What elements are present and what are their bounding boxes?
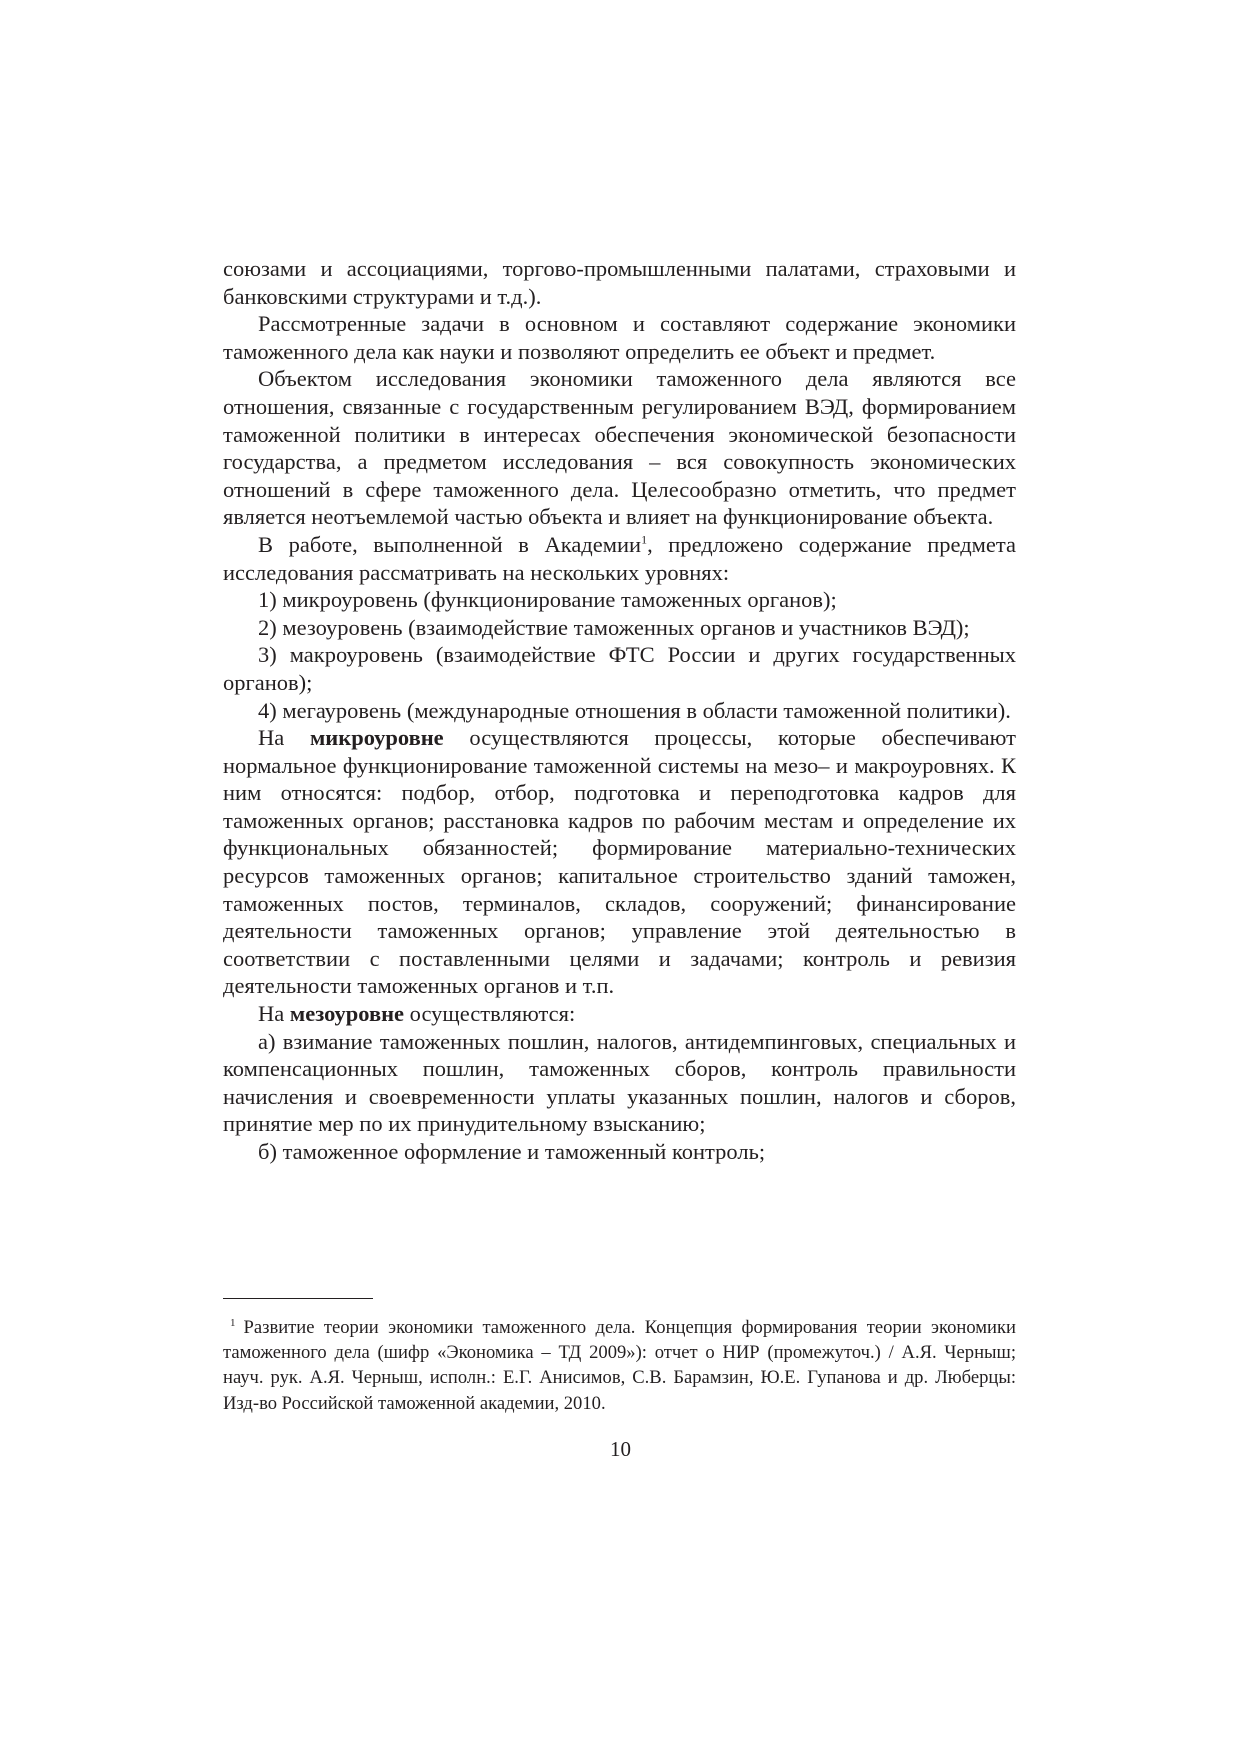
footnote-text: Развитие теории экономики таможенного дела. Концепция формирования теории экономики таможенного дела (шифр «Экономика – ТД 2009»): отчет о НИР (промежуточ.) / А.Я. Черныш; науч. рук. А.Я. Черныш, исполн.: Е.Г. Анисимов, С.В. Барамзин, Ю.Е. Гупанова и др. Люберцы: Изд-во Российской таможенной академии, 2010.: [223, 1317, 1016, 1414]
academy-work-text-after: , предложено содержание предмета исследования рассматривать на нескольких уровнях:: [223, 531, 1016, 585]
paragraph-continuation: союзами и ассоциациями, торгово-промышленными палатами, страховыми и банковскими структурами и т.д.).: [223, 256, 1016, 309]
paragraph-tasks: Рассмотренные задачи в основном и составляют содержание экономики таможенного дела как науки и позволяют определить ее объект и предмет.: [223, 311, 1016, 364]
paragraph-micro-level: [223, 724, 1016, 1000]
academy-work-text-before: В работе, выполненной в Академии: [258, 531, 642, 557]
footnote-reference[interactable]: 1: [641, 532, 648, 547]
meso-item-b: б) таможенное оформление и таможенный контроль;: [258, 1139, 766, 1164]
footnote-mark: 1: [230, 1316, 236, 1329]
micro-level-term: микроуровне: [309, 725, 444, 751]
paragraph-meso-level: [223, 1000, 1016, 1028]
footnote: [223, 1315, 1016, 1416]
meso-level-text: осуществляются:: [404, 1001, 576, 1027]
meso-item-a: а) взимание таможенных пошлин, налогов, антидемпинговых, специальных и компенсационных пошлин, таможенных сборов, контроль правильности начисления и своевременности уплаты указанных пошлин, налогов и сборов, принятие мер по их принудительному взысканию;: [223, 1028, 1016, 1137]
meso-prefix: На: [258, 1001, 290, 1027]
level-item-meso: 2) мезоуровень (взаимодействие таможенных органов и участников ВЭД);: [258, 614, 970, 640]
page-number: 10: [610, 1437, 631, 1461]
level-item-mega: 4) мегауровень (международные отношения в области таможенной политики).: [258, 697, 1011, 723]
level-item-micro: 1) микроуровень (функционирование таможенных органов);: [258, 587, 837, 613]
paragraph-academy-work: [223, 531, 1016, 586]
paragraph-object: Объектом исследования экономики таможенного дела являются все отношения, связанные с государственным регулированием ВЭД, формированием таможенной политики в интересах обеспечения экономической безопасности государства, а предметом исследования – вся совокупность экономических отношений в сфере таможенного дела. Целесообразно отметить, что предмет является неотъемлемой частью объекта и влияет на функционирование объекта.: [223, 366, 1016, 530]
main-text: [223, 255, 1016, 1166]
meso-level-term: мезоуровне: [289, 1001, 405, 1027]
level-item-macro: 3) макроуровень (взаимодействие ФТС России и других государственных органов);: [223, 642, 1016, 695]
micro-level-text: осуществляются процессы, которые обеспечивают нормальное функционирование таможенной системы на мезо– и макроуровнях. К ним относятся: подбор, отбор, подготовка и переподготовка кадров для таможенных органов; расстановка кадров по рабочим местам и определение их функциональных обязанностей; формирование материально-технических ресурсов таможенных органов; капитальное строительство зданий таможен, таможенных постов, терминалов, складов, сооружений; финансирование деятельности таможенных органов; управление этой деятельностью в соответствии с поставленными целями и задачами; контроль и ревизия деятельности таможенных органов и т.п.: [223, 725, 1016, 999]
footnote-divider: [223, 1298, 373, 1299]
micro-prefix: На: [258, 725, 310, 751]
